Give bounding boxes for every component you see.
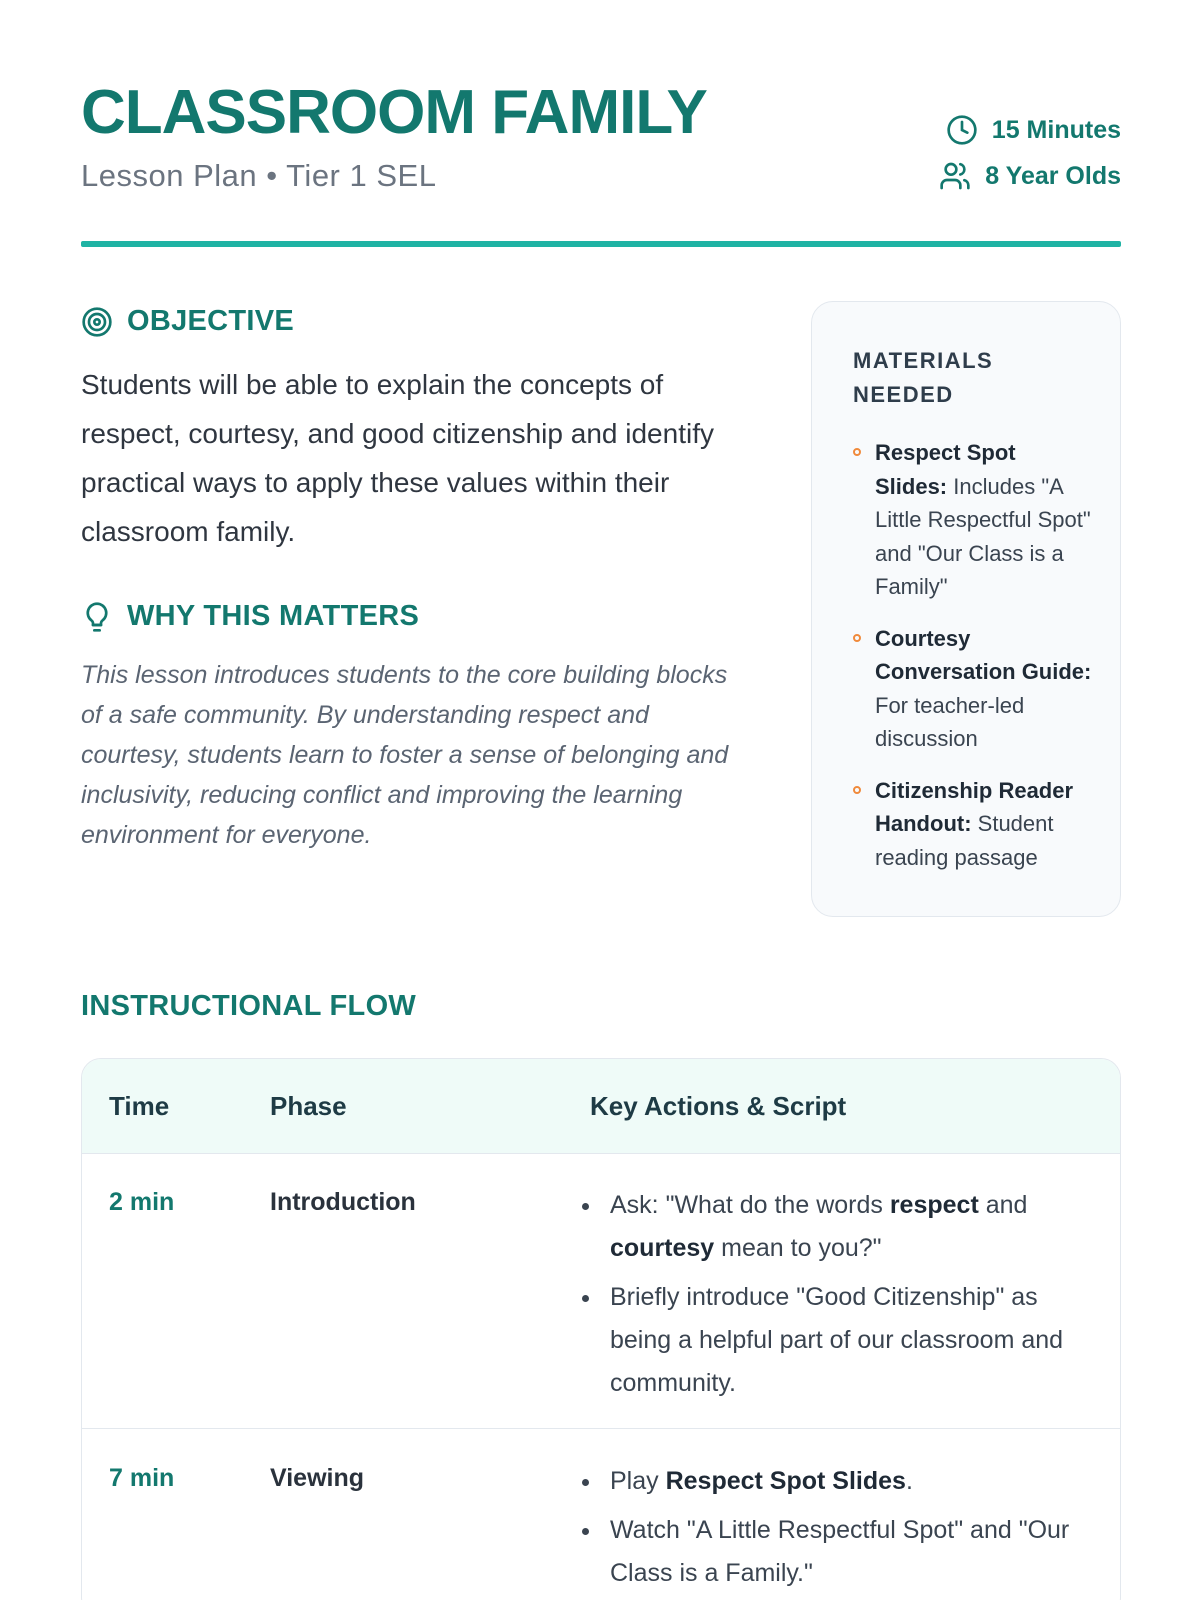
material-name: Respect Spot Slides: — [875, 440, 1016, 499]
row-time: 2 min — [109, 1188, 175, 1216]
audience-meta — [939, 160, 1121, 192]
action-bold: courtesy — [610, 1234, 715, 1262]
users-icon — [939, 160, 971, 192]
objective-heading-text: OBJECTIVE — [127, 305, 295, 337]
audience-text: 8 Year Olds — [985, 161, 1121, 190]
action-text: . — [905, 1467, 913, 1495]
materials-item — [853, 774, 1093, 875]
bullet-icon — [853, 634, 861, 642]
table-row — [82, 1154, 1120, 1429]
why-text: This lesson introduces students to the core building blocks of a safe community. By understanding respect and courtesy, students learn to foster a sense of belonging and inclusivity, reducing conflict and improving the learning environment for everyone. — [81, 661, 729, 849]
why-heading — [81, 600, 419, 633]
action-item — [582, 1460, 1082, 1503]
page-title: CLASSROOM FAMILY — [81, 78, 707, 147]
objective-text: Students will be able to explain the concepts of respect, courtesy, and good citizenship and identify practical ways to apply these values within their classroom family. — [81, 369, 714, 547]
why-heading-text: WHY THIS MATTERS — [127, 600, 420, 632]
action-bold: Respect Spot Slides — [665, 1467, 906, 1495]
materials-item — [853, 436, 1093, 604]
column-header-time: Time — [109, 1091, 170, 1121]
row-actions — [582, 1460, 1082, 1600]
row-time: 7 min — [109, 1464, 175, 1492]
action-item — [582, 1276, 1082, 1405]
column-header-actions: Key Actions & Script — [590, 1091, 847, 1121]
flow-table — [81, 1058, 1121, 1600]
objective-heading — [81, 305, 294, 338]
lesson-meta — [939, 114, 1121, 192]
bullet-icon — [853, 448, 861, 456]
materials-list — [853, 436, 1093, 892]
column-header-phase: Phase — [270, 1091, 347, 1121]
duration-meta — [946, 114, 1121, 146]
materials-card — [811, 301, 1121, 917]
materials-heading — [853, 344, 993, 412]
lesson-plan-page — [81, 0, 1121, 1600]
header-divider — [81, 241, 1121, 247]
material-name: Citizenship Reader Handout: — [875, 777, 1074, 836]
action-text: Briefly introduce "Good Citizenship" as being a helpful part of our classroom and community. — [610, 1283, 1064, 1397]
page-subtitle: Lesson Plan • Tier 1 SEL — [81, 158, 437, 193]
row-phase: Introduction — [270, 1188, 416, 1216]
flow-heading: INSTRUCTIONAL FLOW — [81, 990, 417, 1022]
action-text: and — [978, 1191, 1028, 1219]
action-item — [582, 1184, 1082, 1270]
materials-heading-line1: MATERIALS — [853, 348, 994, 373]
target-icon — [81, 306, 113, 338]
table-header — [82, 1059, 1120, 1154]
action-text: Watch "A Little Respectful Spot" and "Our Class is a Family." — [610, 1516, 1070, 1587]
material-name: Courtesy Conversation Guide: — [875, 625, 1092, 684]
bullet-icon — [853, 786, 861, 794]
row-phase: Viewing — [270, 1464, 365, 1492]
materials-item — [853, 622, 1093, 756]
action-bold: respect — [889, 1191, 979, 1219]
action-text: Ask: "What do the words — [610, 1191, 890, 1219]
duration-text: 15 Minutes — [991, 115, 1121, 144]
lightbulb-icon — [81, 601, 113, 633]
material-desc: Includes "A Little Respectful Spot" and "Our Class is a Family" — [875, 473, 1091, 599]
action-text: Play — [610, 1467, 666, 1495]
table-row — [82, 1430, 1120, 1600]
material-desc: Student reading passage — [875, 811, 1054, 870]
action-item — [582, 1509, 1082, 1595]
row-actions — [582, 1184, 1082, 1411]
material-desc: For teacher-led discussion — [875, 692, 1025, 751]
action-text: mean to you?" — [714, 1234, 882, 1262]
materials-heading-line2: NEEDED — [853, 382, 954, 407]
clock-icon — [946, 114, 978, 146]
